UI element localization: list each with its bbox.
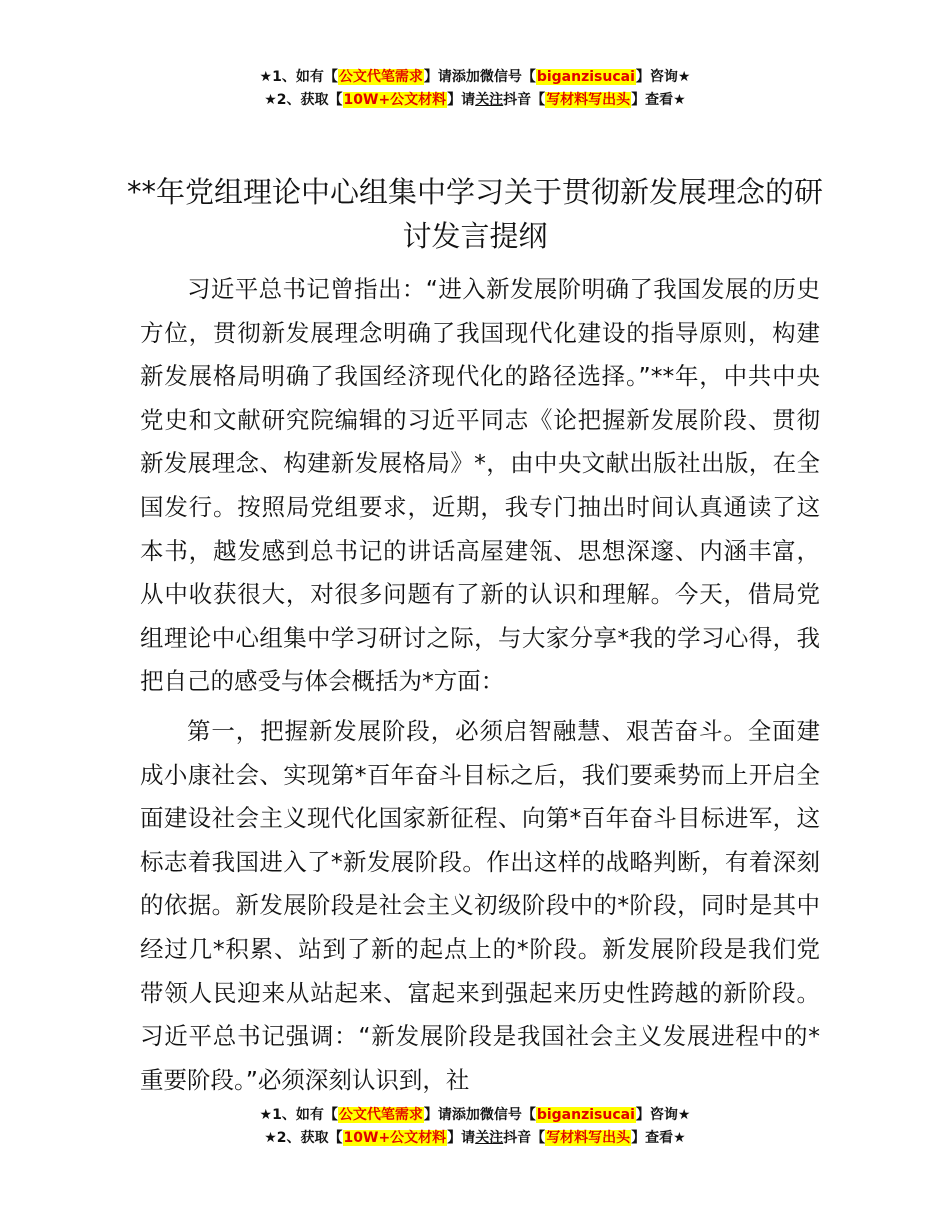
banner-text: 】查看★ bbox=[631, 1130, 686, 1146]
banner-highlight: 10W+公文材料 bbox=[343, 1130, 447, 1146]
banner-text: ★1、如有【 bbox=[259, 69, 338, 85]
banner-highlight: 公文代笔需求 bbox=[338, 1107, 423, 1123]
body-paragraph: 习近平总书记曾指出：“进入新发展阶明确了我国发展的历史方位，贯彻新发展理念明确了我国现代化建设的指导原则，构建新发展格局明确了我国经济现代化的路径选择。”**年，中共中央党史和文献研究院编辑的习近平同志《论把握新发展阶段、贯彻新发展理念、构建新发展格局》*，由中央文献出版社出版，在全国发行。按照局党组要求，近期，我专门抽出时间认真通读了这本书，越发感到总书记的讲话高屋建瓴、思想深邃、内涵丰富，从中收获很大，对很多问题有了新的认识和理解。今天，借局党组理论中心组集中学习研讨之际，与大家分享*我的学习心得，我把自己的感受与体会概括为*方面： bbox=[140, 275, 820, 696]
header-banner bbox=[0, 66, 950, 112]
banner-text: 】查看★ bbox=[631, 92, 686, 108]
banner-text: ★1、如有【 bbox=[259, 1107, 338, 1123]
banner-text: 】请 bbox=[447, 1130, 476, 1146]
body-paragraph: 第一，把握新发展阶段，必须启智融慧、艰苦奋斗。全面建成小康社会、实现第*百年奋斗目标之后，我们要乘势而上开启全面建设社会主义现代化国家新征程、向第*百年奋斗目标进军，这标志着我国进入了*新发展阶段。作出这样的战略判断，有着深刻的依据。新发展阶段是社会主义初级阶段中的*阶段，同时是其中经过几*积累、站到了新的起点上的*阶段。新发展阶段是我们党带领人民迎来从站起来、富起来到强起来历史性跨越的新阶段。习近平总书记强调：“新发展阶段是我国社会主义发展进程中的*重要阶段。”必须深刻认识到，社 bbox=[140, 716, 820, 1094]
banner-highlight: biganzisucai bbox=[536, 1107, 635, 1123]
banner-highlight: 10W+公文材料 bbox=[343, 92, 447, 108]
document-body bbox=[140, 268, 820, 1102]
banner-line-2 bbox=[0, 1127, 950, 1150]
document-title: **年党组理论中心组集中学习关于贯彻新发展理念的研讨发言提纲 bbox=[126, 175, 823, 253]
banner-text: 】咨询★ bbox=[635, 69, 691, 85]
banner-line-1 bbox=[0, 1104, 950, 1127]
banner-text: 】请添加微信号【 bbox=[423, 1107, 536, 1123]
banner-highlight: 公文代笔需求 bbox=[338, 69, 423, 85]
banner-text: 】请 bbox=[447, 92, 476, 108]
footer-banner bbox=[0, 1104, 950, 1150]
banner-text: 抖音【 bbox=[503, 1130, 546, 1146]
banner-text: 抖音【 bbox=[503, 92, 546, 108]
banner-highlight: biganzisucai bbox=[536, 69, 635, 85]
banner-highlight: 写材料写出头 bbox=[546, 1130, 631, 1146]
banner-highlight: 写材料写出头 bbox=[546, 92, 631, 108]
banner-text: ★2、获取【 bbox=[264, 1130, 343, 1146]
banner-underlined: 关注 bbox=[475, 1130, 504, 1146]
banner-underlined: 关注 bbox=[475, 92, 504, 108]
banner-line-1 bbox=[0, 66, 950, 89]
banner-text: ★2、获取【 bbox=[264, 92, 343, 108]
banner-line-2 bbox=[0, 89, 950, 112]
banner-text: 】请添加微信号【 bbox=[423, 69, 536, 85]
banner-text: 】咨询★ bbox=[635, 1107, 691, 1123]
